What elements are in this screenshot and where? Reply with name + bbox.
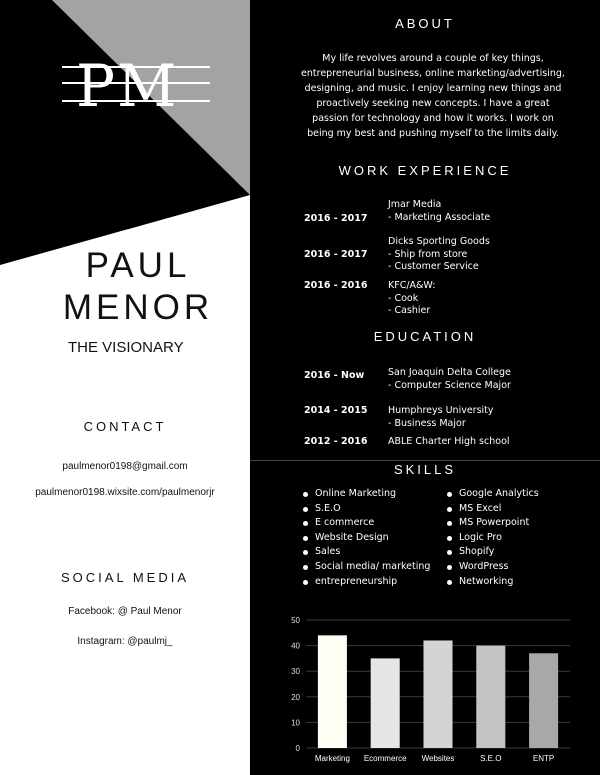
contact-email[interactable]: paulmenor0198@gmail.com	[62, 461, 188, 472]
work-years: 2016 - 2016	[304, 280, 368, 291]
skill-item: MS Excel	[447, 502, 587, 517]
chart-y-tick-label: 0	[295, 744, 300, 753]
right-column	[250, 0, 600, 775]
skills-list-left	[303, 487, 433, 589]
education-details: Humphreys University - Business Major	[388, 405, 494, 429]
first-name: PAUL	[85, 246, 191, 285]
skill-item: S.E.O	[303, 502, 433, 517]
skill-item: Logic Pro	[447, 531, 587, 546]
about-heading: ABOUT	[395, 16, 455, 31]
chart-y-tick-label: 20	[291, 692, 300, 702]
skill-item: Google Analytics	[447, 487, 587, 502]
education-details: ABLE Charter High school	[388, 436, 510, 447]
education-details: San Joaquin Delta College - Computer Science Major	[388, 367, 511, 391]
skill-item: Social media/ marketing	[303, 560, 433, 575]
left-column	[0, 0, 250, 775]
skill-item: Networking	[447, 575, 587, 590]
chart-y-tick-label: 30	[291, 667, 300, 677]
social-instagram[interactable]: Instagram: @paulmj_	[77, 636, 173, 647]
about-text: My life revolves around a couple of key things, entrepreneurial business, online marketing/advertising, designing, and music. I enjoy learning new things and proactively seeking new concepts. I have a great passion for technology and how it works. I work on being my best and pushing myself to the limits daily.	[301, 53, 565, 139]
skills-list-right	[447, 487, 587, 589]
skill-item: WordPress	[447, 560, 587, 575]
work-details: Jmar Media - Marketing Associate	[388, 199, 491, 223]
education-years: 2016 - Now	[304, 370, 365, 381]
contact-heading: CONTACT	[83, 419, 167, 434]
section-divider	[250, 460, 600, 461]
work-details: Dicks Sporting Goods - Ship from store - Customer Service	[388, 236, 490, 272]
skill-item: Online Marketing	[303, 487, 433, 502]
chart-x-tick-label: Websites	[421, 754, 455, 763]
education-heading: EDUCATION	[373, 329, 477, 344]
education-years: 2012 - 2016	[304, 436, 368, 447]
chart-bar	[318, 635, 347, 748]
skill-item: Shopify	[447, 545, 587, 560]
monogram-logo	[62, 52, 210, 120]
chart-y-tick-label: 10	[291, 718, 300, 728]
skills-bar-chart	[286, 612, 576, 768]
chart-x-tick-label: ENTP	[532, 754, 555, 763]
education-years: 2014 - 2015	[304, 405, 368, 416]
chart-y-tick-label: 40	[291, 641, 300, 651]
skill-item: Sales	[303, 545, 433, 560]
skill-item: Website Design	[303, 531, 433, 546]
monogram-letters: PM	[76, 52, 179, 120]
social-facebook[interactable]: Facebook: @ Paul Menor	[68, 606, 182, 617]
tagline: THE VISIONARY	[68, 339, 184, 356]
skill-item: MS Powerpoint	[447, 516, 587, 531]
work-years: 2016 - 2017	[304, 213, 368, 224]
last-name: MENOR	[62, 288, 214, 327]
social-heading: SOCIAL MEDIA	[61, 570, 189, 585]
chart-x-tick-label: S.E.O	[480, 754, 502, 763]
chart-bar	[423, 640, 452, 748]
chart-bar	[529, 653, 558, 748]
chart-bar	[476, 646, 505, 748]
chart-y-tick-label: 50	[291, 616, 300, 625]
skill-item: E commerce	[303, 516, 433, 531]
skills-heading: SKILLS	[393, 462, 457, 477]
chart-bar	[371, 658, 400, 748]
work-details: KFC/A&W: - Cook - Cashier	[388, 280, 436, 316]
work-heading: WORK EXPERIENCE	[338, 163, 512, 178]
chart-x-tick-label: Marketing	[314, 754, 350, 763]
chart-x-tick-label: Ecommerce	[363, 754, 407, 763]
work-years: 2016 - 2017	[304, 249, 368, 260]
contact-website[interactable]: paulmenor0198.wixsite.com/paulmenorjr	[35, 487, 215, 498]
skill-item: entrepreneurship	[303, 575, 433, 590]
